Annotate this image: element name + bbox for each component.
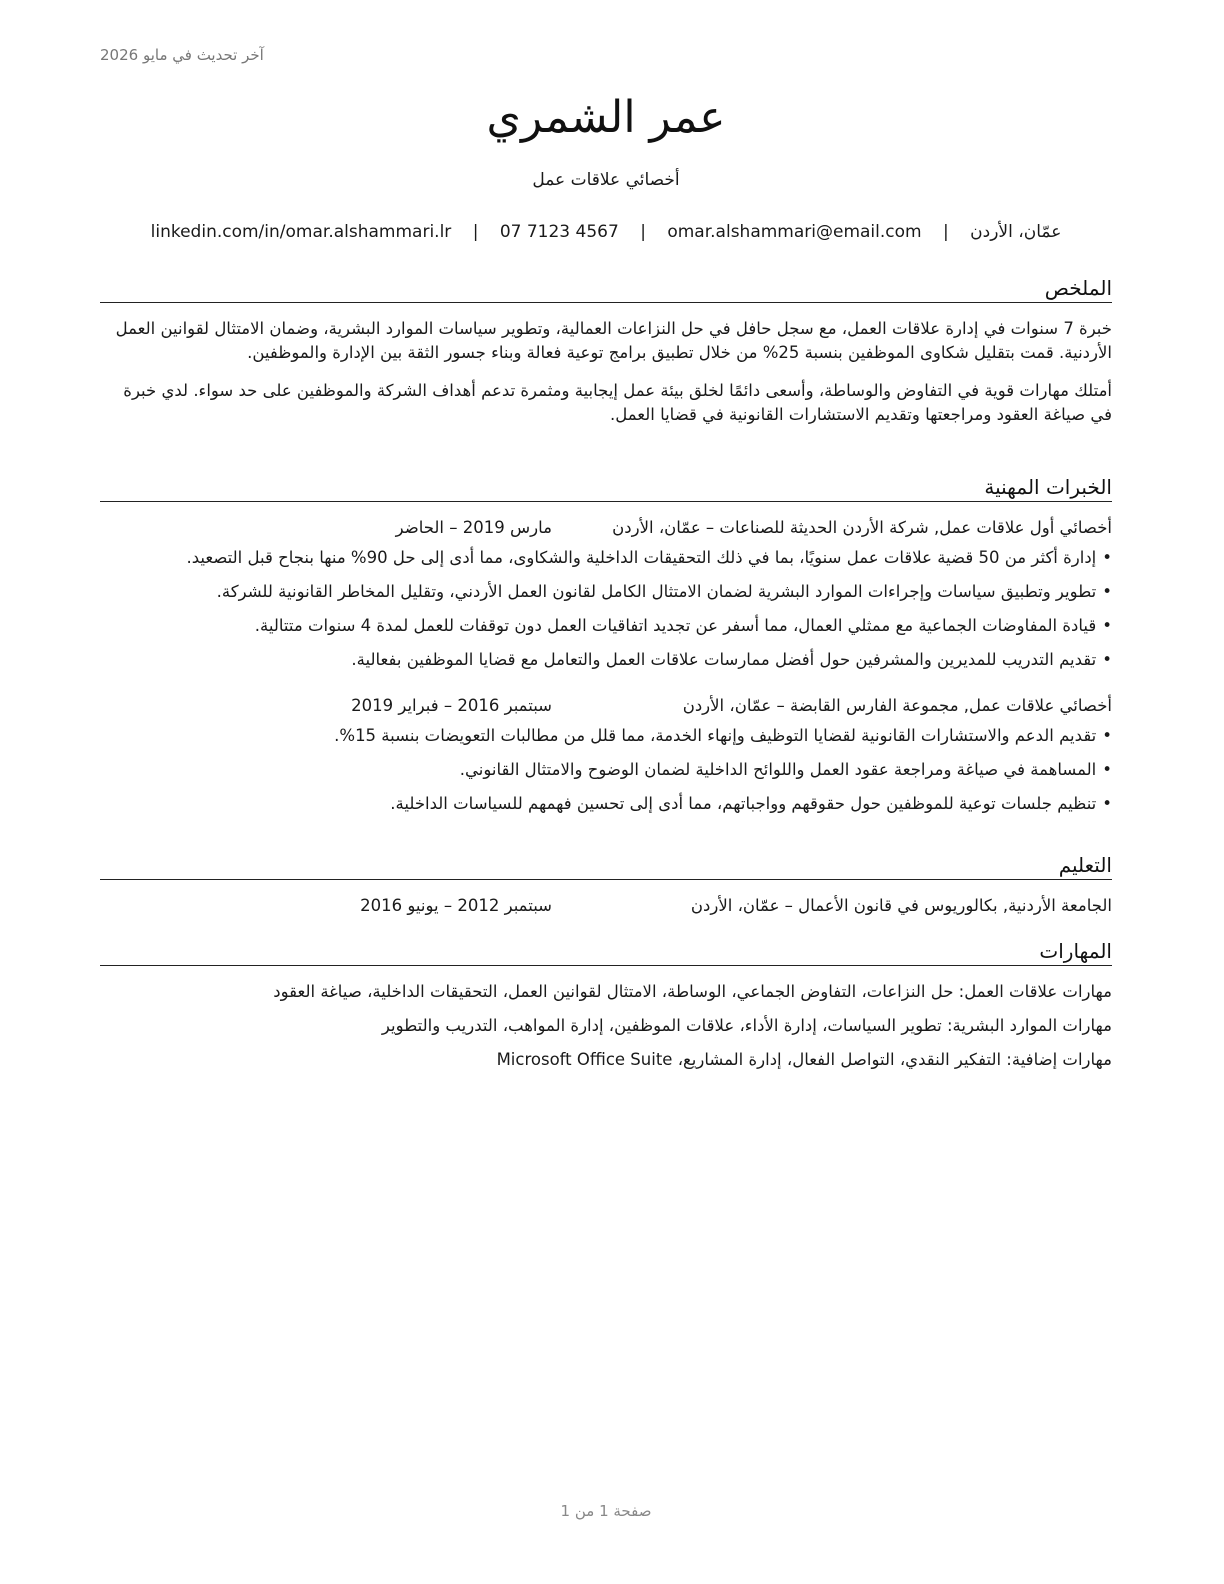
skills-list bbox=[100, 980, 1112, 1072]
section-title-experience: الخبرات المهنية bbox=[100, 475, 1112, 502]
summary-paragraph: خبرة 7 سنوات في إدارة علاقات العمل، مع سجل حافل في حل النزاعات العمالية، وتطوير سياسات الموارد البشرية، وضمان الامتثال لقوانين العمل الأردنية. قمت بتقليل شكاوى الموظفين بنسبة 25% من خلال تطبيق برامج توعية فعالة وبناء جسور الثقة بين الإدارة والموظفين. bbox=[115, 319, 1112, 362]
skill-line: مهارات الموارد البشرية: تطوير السياسات، إدارة الأداء، علاقات الموظفين، إدارة المواهب، التدريب والتطوير bbox=[381, 1016, 1112, 1035]
list-item: •تنظيم جلسات توعية للموظفين حول حقوقهم وواجباتهم، مما أدى إلى تحسين فهمهم للسياسات الداخلية. bbox=[390, 794, 1112, 813]
education-dates: سبتمبر 2012 – يونيو 2016 bbox=[360, 896, 552, 915]
contact-email[interactable]: omar.alshammari@email.com bbox=[667, 222, 922, 242]
contact-separator: | bbox=[943, 222, 949, 242]
contact-phone[interactable]: 07 7123 4567 bbox=[499, 222, 619, 242]
job-dates: مارس 2019 – الحاضر bbox=[395, 518, 552, 537]
summary-paragraph: أمتلك مهارات قوية في التفاوض والوساطة، وأسعى دائمًا لخلق بيئة عمل إيجابية ومثمرة تدعم أهداف الشركة والموظفين على حد سواء. لدي خبرة في صياغة العقود ومراجعتها وتقديم الاستشارات القانونية في قضايا العمل. bbox=[123, 381, 1112, 424]
list-item: •المساهمة في صياغة ومراجعة عقود العمل واللوائح الداخلية لضمان الوضوح والامتثال القانوني. bbox=[459, 760, 1112, 779]
job-title: أخصائي علاقات عمل bbox=[532, 170, 680, 190]
contact-linkedin[interactable]: linkedin.com/in/omar.alshammari.lr bbox=[150, 222, 452, 242]
section-title-summary: الملخص bbox=[100, 276, 1112, 303]
contact-separator: | bbox=[472, 222, 479, 242]
skills-section bbox=[100, 939, 1112, 1082]
job-dates: سبتمبر 2016 – فبراير 2019 bbox=[351, 696, 552, 715]
job-bullets bbox=[100, 724, 1112, 816]
education-entry bbox=[100, 894, 1112, 918]
job-title-company: أخصائي أول علاقات عمل, شركة الأردن الحديثة للصناعات – عمّان، الأردن bbox=[612, 518, 1112, 537]
education-section bbox=[100, 853, 1112, 918]
resume-page bbox=[100, 0, 1112, 1584]
contact-separator: | bbox=[640, 222, 646, 242]
list-item: •قيادة المفاوضات الجماعية مع ممثلي العمال، مما أسفر عن تجديد اتفاقيات العمل دون توقفات للعمل لمدة 4 سنوات متتالية. bbox=[254, 616, 1112, 635]
list-item: •تقديم الدعم والاستشارات القانونية لقضايا التوظيف وإنهاء الخدمة، مما قلل من مطالبات التعويضات بنسبة 15%. bbox=[334, 726, 1112, 745]
job-bullets bbox=[100, 546, 1112, 672]
contact-location: عمّان، الأردن bbox=[970, 222, 1062, 242]
last-updated-note: آخر تحديث في مايو 2026 bbox=[100, 46, 264, 64]
job-header bbox=[100, 516, 1112, 540]
list-item: •تطوير وتطبيق سياسات وإجراءات الموارد البشرية لضمان الامتثال الكامل لقانون العمل الأردني، وتقليل المخاطر القانونية للشركة. bbox=[216, 582, 1112, 601]
page-number: صفحة 1 من 1 bbox=[560, 1502, 652, 1520]
section-title-education: التعليم bbox=[100, 853, 1112, 880]
list-item: •تقديم التدريب للمديرين والمشرفين حول أفضل ممارسات علاقات العمل والتعامل مع قضايا الموظفين بفعالية. bbox=[351, 650, 1112, 669]
education-degree: الجامعة الأردنية, بكالوريوس في قانون الأعمال – عمّان، الأردن bbox=[690, 896, 1112, 915]
job-header bbox=[100, 694, 1112, 718]
skill-line: مهارات إضافية: التفكير النقدي، التواصل الفعال، إدارة المشاريع، Microsoft Office Suite bbox=[496, 1050, 1112, 1069]
section-title-skills: المهارات bbox=[100, 939, 1112, 966]
job-entry bbox=[100, 694, 1112, 816]
candidate-name: عمر الشمري bbox=[486, 92, 726, 143]
contact-line bbox=[100, 222, 1112, 242]
skill-line: مهارات علاقات العمل: حل النزاعات، التفاوض الجماعي، الوساطة، الامتثال لقوانين العمل، التحقيقات الداخلية، صياغة العقود bbox=[273, 982, 1112, 1001]
summary-section bbox=[100, 276, 1112, 427]
list-item: •إدارة أكثر من 50 قضية علاقات عمل سنويًا، بما في ذلك التحقيقات الداخلية والشكاوى، مما أدى إلى حل 90% منها بنجاح قبل التصعيد. bbox=[186, 548, 1112, 567]
job-entry bbox=[100, 516, 1112, 672]
experience-section bbox=[100, 475, 1112, 826]
job-title-company: أخصائي علاقات عمل, مجموعة الفارس القابضة – عمّان، الأردن bbox=[682, 696, 1112, 715]
